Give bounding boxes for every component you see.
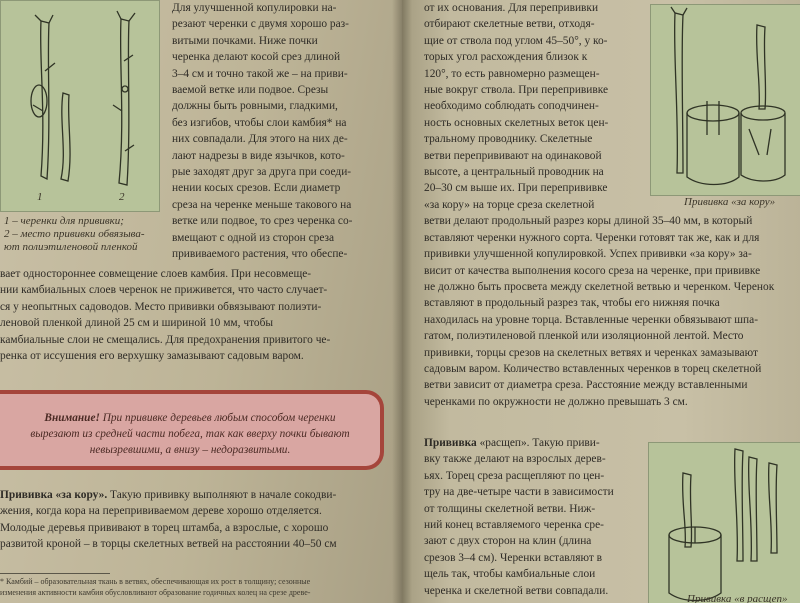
text-line: камбиальные слои не смещались. Для предохранения привитого че- (0, 333, 331, 346)
text-line: от толщины скелетной ветви. Ниж- (424, 502, 596, 515)
bark-graft-caption: Прививка «за кору» (684, 196, 776, 208)
text-line: зают с двух сторон на клин (длина (424, 535, 592, 548)
right-column-text (424, 0, 644, 197)
text-line: без изгибов, чтобы слои камбия* на (172, 116, 347, 129)
fig-label-1: 1 (37, 191, 43, 203)
bark-graft-drawing (651, 5, 800, 195)
figure-caption (4, 215, 164, 254)
text-line: лают надрезы в виде язычков, кото- (172, 149, 345, 162)
text-line (0, 487, 388, 503)
text-run: Такую прививку выполняют в начале сокодви- (107, 489, 337, 501)
text-line: ний конец вставляемого черенка сре- (424, 519, 604, 532)
section-heading: Прививка (424, 437, 477, 449)
cuttings-drawing (1, 1, 159, 211)
text-line: прививаемого растения, что обеспе- (172, 248, 348, 261)
book-gutter (392, 0, 412, 603)
text-line: от их основания. Для перепрививки (424, 2, 599, 14)
text-line: срезов 3–4 см). Черенки вставляют в (424, 551, 603, 564)
text-line: прививки, торцы срезов на скелетных ветвях и черенках замазывают (424, 346, 758, 359)
warning-lead: Внимание! (44, 412, 100, 424)
text-line: ветке или подвое, то срез черенка со- (172, 215, 353, 228)
text-line: черенка и скелетной ветви совпадали. (424, 584, 609, 597)
text-line: ветви перепрививают на одинаковой (424, 149, 602, 162)
text-line (424, 435, 644, 451)
text-line: черенка делают косой срез длиной (172, 51, 341, 64)
text-line: 120°, то есть равномерно размещен- (424, 67, 600, 80)
text-line: Молодые деревья прививают в торец штамба, а взрослые, с хорошо (0, 521, 329, 534)
text-line: вку также делают на взрослых дерев- (424, 453, 606, 466)
text-line: ьях. Торец среза расщепляют по цен- (424, 469, 605, 482)
warning-text (30, 410, 350, 458)
text-line: щель так, чтобы камбиальные слои (424, 568, 596, 581)
split-graft-caption: Прививка «в расщеп» (687, 593, 788, 603)
text-line: ваемой ветке или подвое. Срезы (172, 84, 329, 97)
text-line: витыми почками. Ниже почки (172, 34, 318, 47)
text-line: не должно быть просвета между скелетной ветвью и черенком. Черенок (424, 281, 775, 294)
left-column-text (172, 0, 388, 263)
text-line: Для улучшенной копулировки на- (172, 2, 337, 14)
split-graft-text (424, 435, 644, 599)
caption-line: 2 – место прививки обвязыва- (4, 228, 145, 240)
text-line: леновой пленкой длиной 25 см и шириной 10 мм, чтобы (0, 317, 274, 330)
text-line: необходимо соблюдать соподчинен- (424, 100, 599, 113)
text-line: щие от ствола под углом 45–50°, у ко- (424, 34, 608, 47)
text-line: рые заходят друг за друга при соеди- (172, 166, 352, 179)
text-line: висит от качества выполнения косого среза на черенке, при прививке (424, 264, 761, 277)
left-bottom-text (0, 487, 388, 553)
text-line: жения, когда кора на перепрививаемом дереве хорошо отделяется. (0, 505, 322, 518)
right-page (402, 0, 800, 603)
text-line: садовым варом. Количество вставленных черенков в торец скелетной (424, 363, 762, 376)
bark-graft-illustration (650, 4, 800, 196)
caption-line: ют полиэтиленовой пленкой (4, 241, 138, 253)
text-line: ветви зависит от диаметра среза. Расстояние между вставленными (424, 379, 748, 392)
text-run: «расщеп». Такую приви- (476, 437, 600, 449)
warning-box (0, 390, 384, 470)
text-line: тру на две-четыре части в зависимости (424, 486, 614, 499)
text-line: нении косых срезов. Если диаметр (172, 182, 341, 195)
cuttings-illustration (0, 0, 160, 212)
text-line: нии камбиальных слоев черенок не приживется, что часто случает- (0, 284, 328, 297)
section-heading: Прививка «за кору». (0, 489, 108, 501)
text-line: развитой кроной – в торцы скелетных ветвей на расстоянии 40–50 см (0, 538, 337, 551)
text-line: гатом, полиэтиленовой пленкой или изоляционной лентой. Место (424, 330, 744, 343)
warning-body: При прививке деревьев любым способом черенки вырезают из средней части побега, так как вверху почки бывают невызревшими, а внизу – недоразвитыми. (30, 412, 350, 456)
text-line: вает одностороннее совмещение слоев камбия. При несовмеще- (0, 268, 312, 280)
text-line: ность основных скелетных веток цен- (424, 116, 609, 129)
text-line: них совпадали. Для этого на них де- (172, 133, 348, 146)
text-line: находилась на уровне торца. Вставленные черенки обвязывают шпа- (424, 313, 758, 326)
text-line: черенками по окружности не должно превышать 3 см. (424, 395, 688, 408)
text-line: резают черенки с двумя хорошо раз- (172, 18, 349, 31)
text-line: 3–4 см и точно такой же – на приви- (172, 67, 348, 80)
caption-line: 1 – черенки для прививки; (4, 215, 124, 227)
text-line: прививки улучшенной копулировкой. Успех прививки «за кору» за- (424, 248, 752, 261)
text-line: вставляют черенки нужного сорта. Черенки готовят так же, как и для (424, 231, 760, 244)
text-line: ные вокруг ствола. При перепрививке (424, 84, 609, 97)
footnote-line: изменения активности камбия обусловливают образование годичных колец на срезе древе- (0, 588, 311, 597)
text-line: отбирают скелетные ветви, отходя- (424, 18, 595, 31)
text-line: вставляют в продольный разрез так, чтобы его нижняя почка (424, 297, 720, 310)
text-line: ся у неопытных садоводов. Место прививки обвязывают полиэти- (0, 300, 322, 313)
footnote-divider (0, 573, 110, 574)
text-line: торых угол расхождения близок к (424, 51, 588, 64)
text-line: ренка от иссушения его верхушку замазывают садовым варом. (0, 350, 304, 363)
text-line: должны быть ровными, гладкими, (172, 100, 338, 113)
footnote (0, 576, 392, 598)
split-graft-drawing (649, 443, 800, 603)
left-full-text (0, 266, 388, 364)
text-line: 20–30 см выше их. При перепрививке (424, 182, 608, 195)
text-line: высоте, а центральный проводник на (424, 166, 604, 179)
text-line: среза на черенке меньше такового на (172, 198, 352, 211)
footnote-line: * Камбий – образовательная ткань в ветвях, обеспечивающая их рост в толщину; сезонные (0, 577, 311, 586)
text-line: вмещают с одной из сторон среза (172, 231, 335, 244)
right-full-text (424, 197, 800, 410)
split-graft-illustration (648, 442, 800, 603)
text-line: тральному проводнику. Скелетные (424, 133, 593, 146)
fig-label-2: 2 (119, 191, 125, 203)
text-line: «за кору» на торце среза скелетной (424, 199, 595, 211)
text-line: ветви делают продольный разрез коры длиной 35–40 мм, в который (424, 215, 753, 228)
